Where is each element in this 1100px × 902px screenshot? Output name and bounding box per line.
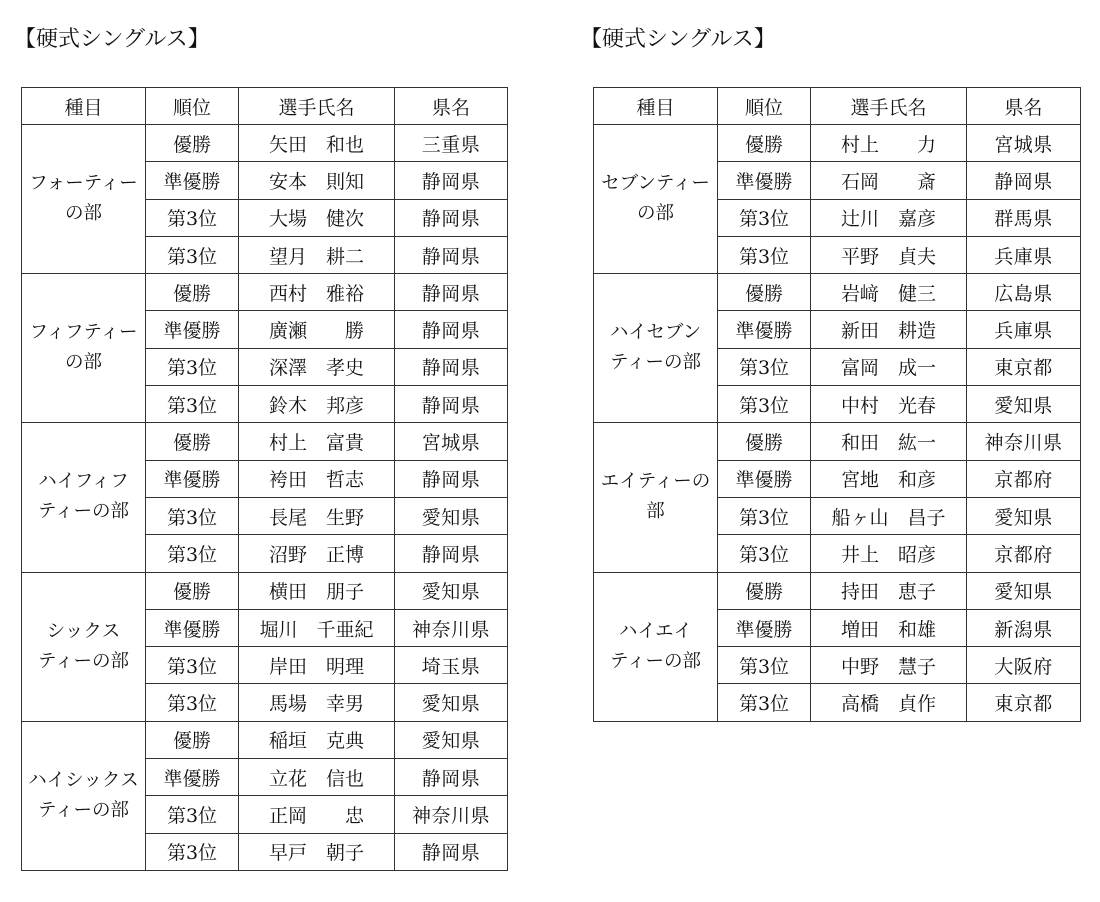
right-results-table <box>593 87 1081 722</box>
category-cell: ハイエイ ティーの部 <box>594 572 718 721</box>
player-name-cell: 辻川 嘉彦 <box>811 199 967 236</box>
table-header-row <box>594 88 1081 125</box>
prefecture-cell: 埼玉県 <box>395 647 508 684</box>
prefecture-cell: 神奈川県 <box>967 423 1081 460</box>
prefecture-cell: 愛知県 <box>395 497 508 534</box>
prefecture-cell: 静岡県 <box>395 759 508 796</box>
rank-cell: 第3位 <box>718 348 811 385</box>
rank-cell: 第3位 <box>718 684 811 721</box>
player-name-cell: 平野 貞夫 <box>811 236 967 273</box>
rank-cell: 第3位 <box>718 236 811 273</box>
rank-cell: 第3位 <box>718 535 811 572</box>
prefecture-cell: 静岡県 <box>395 833 508 870</box>
rank-cell: 第3位 <box>146 647 239 684</box>
rank-cell: 優勝 <box>146 125 239 162</box>
table-row <box>22 274 508 311</box>
player-name-cell: 横田 朋子 <box>239 572 395 609</box>
prefecture-cell: 静岡県 <box>395 311 508 348</box>
player-name-cell: 沼野 正博 <box>239 535 395 572</box>
rank-cell: 優勝 <box>718 274 811 311</box>
rank-cell: 第3位 <box>718 647 811 684</box>
player-name-cell: 堀川 千亜紀 <box>239 609 395 646</box>
rank-cell: 優勝 <box>146 274 239 311</box>
prefecture-cell: 静岡県 <box>395 236 508 273</box>
player-name-cell: 和田 紘一 <box>811 423 967 460</box>
player-name-cell: 富岡 成一 <box>811 348 967 385</box>
player-name-cell: 岩﨑 健三 <box>811 274 967 311</box>
rank-cell: 第3位 <box>146 497 239 534</box>
prefecture-cell: 広島県 <box>967 274 1081 311</box>
table-row <box>22 125 508 162</box>
header-rank: 順位 <box>146 88 239 125</box>
prefecture-cell: 静岡県 <box>395 386 508 423</box>
prefecture-cell: 静岡県 <box>395 199 508 236</box>
rank-cell: 準優勝 <box>718 609 811 646</box>
player-name-cell: 岸田 明理 <box>239 647 395 684</box>
player-name-cell: 村上 力 <box>811 125 967 162</box>
prefecture-cell: 宮城県 <box>967 125 1081 162</box>
player-name-cell: 長尾 生野 <box>239 497 395 534</box>
player-name-cell: 井上 昭彦 <box>811 535 967 572</box>
rank-cell: 準優勝 <box>718 311 811 348</box>
player-name-cell: 中村 光春 <box>811 386 967 423</box>
category-cell: エイティーの 部 <box>594 423 718 572</box>
table-row <box>594 125 1081 162</box>
player-name-cell: 安本 則知 <box>239 162 395 199</box>
prefecture-cell: 三重県 <box>395 125 508 162</box>
player-name-cell: 船ヶ山 昌子 <box>811 497 967 534</box>
rank-cell: 優勝 <box>146 423 239 460</box>
player-name-cell: 鈴木 邦彦 <box>239 386 395 423</box>
player-name-cell: 望月 耕二 <box>239 236 395 273</box>
prefecture-cell: 群馬県 <box>967 199 1081 236</box>
prefecture-cell: 神奈川県 <box>395 796 508 833</box>
rank-cell: 準優勝 <box>146 460 239 497</box>
left-results-table <box>21 87 508 871</box>
rank-cell: 第3位 <box>146 348 239 385</box>
rank-cell: 準優勝 <box>718 460 811 497</box>
prefecture-cell: 神奈川県 <box>395 609 508 646</box>
header-category: 種目 <box>22 88 146 125</box>
rank-cell: 優勝 <box>718 423 811 460</box>
prefecture-cell: 京都府 <box>967 460 1081 497</box>
rank-cell: 準優勝 <box>146 609 239 646</box>
rank-cell: 第3位 <box>146 386 239 423</box>
rank-cell: 第3位 <box>146 833 239 870</box>
category-cell: ハイシックス ティーの部 <box>22 721 146 870</box>
prefecture-cell: 静岡県 <box>395 162 508 199</box>
rank-cell: 優勝 <box>146 721 239 758</box>
player-name-cell: 西村 雅裕 <box>239 274 395 311</box>
header-prefecture: 県名 <box>395 88 508 125</box>
player-name-cell: 深澤 孝史 <box>239 348 395 385</box>
prefecture-cell: 愛知県 <box>395 721 508 758</box>
category-cell: シックス ティーの部 <box>22 572 146 721</box>
rank-cell: 第3位 <box>146 796 239 833</box>
prefecture-cell: 愛知県 <box>395 572 508 609</box>
header-player-name: 選手氏名 <box>811 88 967 125</box>
player-name-cell: 石岡 斎 <box>811 162 967 199</box>
prefecture-cell: 東京都 <box>967 684 1081 721</box>
player-name-cell: 新田 耕造 <box>811 311 967 348</box>
player-name-cell: 増田 和雄 <box>811 609 967 646</box>
prefecture-cell: 静岡県 <box>395 274 508 311</box>
rank-cell: 第3位 <box>718 199 811 236</box>
prefecture-cell: 静岡県 <box>395 460 508 497</box>
prefecture-cell: 京都府 <box>967 535 1081 572</box>
player-name-cell: 宮地 和彦 <box>811 460 967 497</box>
rank-cell: 第3位 <box>146 199 239 236</box>
right-section-title: 【硬式シングルス】 <box>580 27 776 52</box>
player-name-cell: 馬場 幸男 <box>239 684 395 721</box>
prefecture-cell: 新潟県 <box>967 609 1081 646</box>
player-name-cell: 正岡 忠 <box>239 796 395 833</box>
rank-cell: 準優勝 <box>146 759 239 796</box>
table-row <box>22 423 508 460</box>
rank-cell: 第3位 <box>718 386 811 423</box>
prefecture-cell: 静岡県 <box>395 535 508 572</box>
prefecture-cell: 兵庫県 <box>967 311 1081 348</box>
rank-cell: 準優勝 <box>146 311 239 348</box>
prefecture-cell: 大阪府 <box>967 647 1081 684</box>
player-name-cell: 廣瀬 勝 <box>239 311 395 348</box>
player-name-cell: 稲垣 克典 <box>239 721 395 758</box>
header-player-name: 選手氏名 <box>239 88 395 125</box>
prefecture-cell: 静岡県 <box>395 348 508 385</box>
rank-cell: 優勝 <box>718 125 811 162</box>
prefecture-cell: 愛知県 <box>967 572 1081 609</box>
prefecture-cell: 宮城県 <box>395 423 508 460</box>
player-name-cell: 大場 健次 <box>239 199 395 236</box>
prefecture-cell: 静岡県 <box>967 162 1081 199</box>
category-cell: フィフティー の部 <box>22 274 146 423</box>
rank-cell: 第3位 <box>146 684 239 721</box>
table-row <box>594 572 1081 609</box>
table-row <box>22 721 508 758</box>
player-name-cell: 高橋 貞作 <box>811 684 967 721</box>
player-name-cell: 袴田 哲志 <box>239 460 395 497</box>
category-cell: ハイフィフ ティーの部 <box>22 423 146 572</box>
player-name-cell: 持田 恵子 <box>811 572 967 609</box>
prefecture-cell: 愛知県 <box>967 386 1081 423</box>
category-cell: ハイセブン ティーの部 <box>594 274 718 423</box>
player-name-cell: 村上 富貴 <box>239 423 395 460</box>
player-name-cell: 立花 信也 <box>239 759 395 796</box>
player-name-cell: 矢田 和也 <box>239 125 395 162</box>
rank-cell: 第3位 <box>718 497 811 534</box>
category-cell: フォーティー の部 <box>22 125 146 274</box>
table-header-row <box>22 88 508 125</box>
rank-cell: 優勝 <box>146 572 239 609</box>
player-name-cell: 早戸 朝子 <box>239 833 395 870</box>
table-row <box>594 423 1081 460</box>
prefecture-cell: 愛知県 <box>967 497 1081 534</box>
rank-cell: 準優勝 <box>718 162 811 199</box>
table-row <box>594 274 1081 311</box>
prefecture-cell: 愛知県 <box>395 684 508 721</box>
table-row <box>22 572 508 609</box>
player-name-cell: 中野 慧子 <box>811 647 967 684</box>
rank-cell: 第3位 <box>146 236 239 273</box>
header-category: 種目 <box>594 88 718 125</box>
rank-cell: 準優勝 <box>146 162 239 199</box>
header-rank: 順位 <box>718 88 811 125</box>
prefecture-cell: 兵庫県 <box>967 236 1081 273</box>
rank-cell: 優勝 <box>718 572 811 609</box>
prefecture-cell: 東京都 <box>967 348 1081 385</box>
header-prefecture: 県名 <box>967 88 1081 125</box>
category-cell: セブンティー の部 <box>594 125 718 274</box>
left-section-title: 【硬式シングルス】 <box>14 27 210 52</box>
rank-cell: 第3位 <box>146 535 239 572</box>
